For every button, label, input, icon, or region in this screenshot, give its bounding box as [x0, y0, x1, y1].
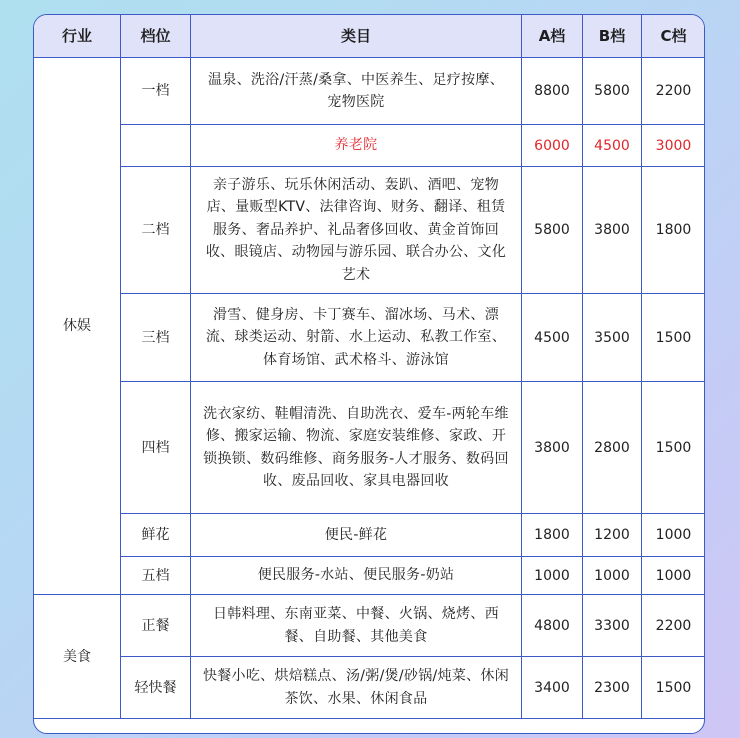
price-b-cell: 5800: [583, 58, 642, 125]
price-b-cell: 3300: [583, 595, 642, 657]
category-cell: 滑雪、健身房、卡丁赛车、溜冰场、马术、漂流、球类运动、射箭、水上运动、私教工作室、体育场馆、武术格斗、游泳馆: [191, 294, 522, 382]
tier-cell: 一档: [121, 58, 191, 125]
table-row: [34, 382, 706, 514]
table-row: [34, 595, 706, 657]
price-c-cell: 1500: [642, 657, 706, 719]
header-category: 类目: [191, 15, 522, 58]
pricing-table-card: [33, 14, 705, 734]
price-a-cell: 1000: [522, 557, 583, 595]
price-b-cell: 3500: [583, 294, 642, 382]
category-cell: 亲子游乐、玩乐休闲活动、轰趴、酒吧、宠物店、量贩型KTV、法律咨询、财务、翻译、租赁服务、奢品养护、礼品奢侈回收、黄金首饰回收、眼镜店、动物园与游乐园、联合办公、文化艺术: [191, 167, 522, 294]
tier-cell: 二档: [121, 167, 191, 294]
table-row: [34, 514, 706, 557]
table-row: [34, 657, 706, 719]
price-c-cell: 2200: [642, 58, 706, 125]
price-b-cell: 1000: [583, 557, 642, 595]
price-a-cell: 1800: [522, 514, 583, 557]
header-industry: 行业: [34, 15, 121, 58]
price-c-cell: 2200: [642, 595, 706, 657]
header-tier: 档位: [121, 15, 191, 58]
price-c-cell: 3000: [642, 125, 706, 167]
price-a-cell: 3800: [522, 382, 583, 514]
price-a-cell: 3400: [522, 657, 583, 719]
category-cell: 养老院: [191, 125, 522, 167]
price-c-cell: 1800: [642, 167, 706, 294]
price-c-cell: 1500: [642, 294, 706, 382]
category-cell: 便民-鲜花: [191, 514, 522, 557]
tier-cell: 鲜花: [121, 514, 191, 557]
table-header-row: [34, 15, 706, 58]
category-cell: 便民服务-水站、便民服务-奶站: [191, 557, 522, 595]
price-b-cell: 2300: [583, 657, 642, 719]
category-cell: 日韩料理、东南亚菜、中餐、火锅、烧烤、西餐、自助餐、其他美食: [191, 595, 522, 657]
header-b: B档: [583, 15, 642, 58]
price-a-cell: 8800: [522, 58, 583, 125]
price-c-cell: 1000: [642, 514, 706, 557]
price-a-cell: 5800: [522, 167, 583, 294]
tier-cell-empty: [121, 125, 191, 167]
category-cell: 洗衣家纺、鞋帽清洗、自助洗衣、爱车-两轮车维修、搬家运输、物流、家庭安装维修、家政、开锁换锁、数码维修、商务服务-人才服务、数码回收、废品回收、家具电器回收: [191, 382, 522, 514]
price-c-cell: 1000: [642, 557, 706, 595]
table-row: [34, 557, 706, 595]
price-b-cell: 2800: [583, 382, 642, 514]
tier-cell: 五档: [121, 557, 191, 595]
table-row: [34, 58, 706, 125]
industry-cell: 休娱: [34, 58, 121, 595]
tier-cell: 轻快餐: [121, 657, 191, 719]
price-a-cell: 4500: [522, 294, 583, 382]
price-a-cell: 4800: [522, 595, 583, 657]
header-a: A档: [522, 15, 583, 58]
tier-cell: 三档: [121, 294, 191, 382]
tier-cell: 正餐: [121, 595, 191, 657]
industry-cell: 美食: [34, 595, 121, 719]
price-b-cell: 4500: [583, 125, 642, 167]
pricing-table: [33, 14, 705, 719]
tier-cell: 四档: [121, 382, 191, 514]
category-cell: 快餐小吃、烘焙糕点、汤/粥/煲/砂锅/炖菜、休闲茶饮、水果、休闲食品: [191, 657, 522, 719]
table-row-highlighted: [34, 125, 706, 167]
table-row: [34, 167, 706, 294]
price-b-cell: 3800: [583, 167, 642, 294]
price-c-cell: 1500: [642, 382, 706, 514]
price-a-cell: 6000: [522, 125, 583, 167]
header-c: C档: [642, 15, 706, 58]
category-cell: 温泉、洗浴/汗蒸/桑拿、中医养生、足疗按摩、宠物医院: [191, 58, 522, 125]
price-b-cell: 1200: [583, 514, 642, 557]
table-row: [34, 294, 706, 382]
